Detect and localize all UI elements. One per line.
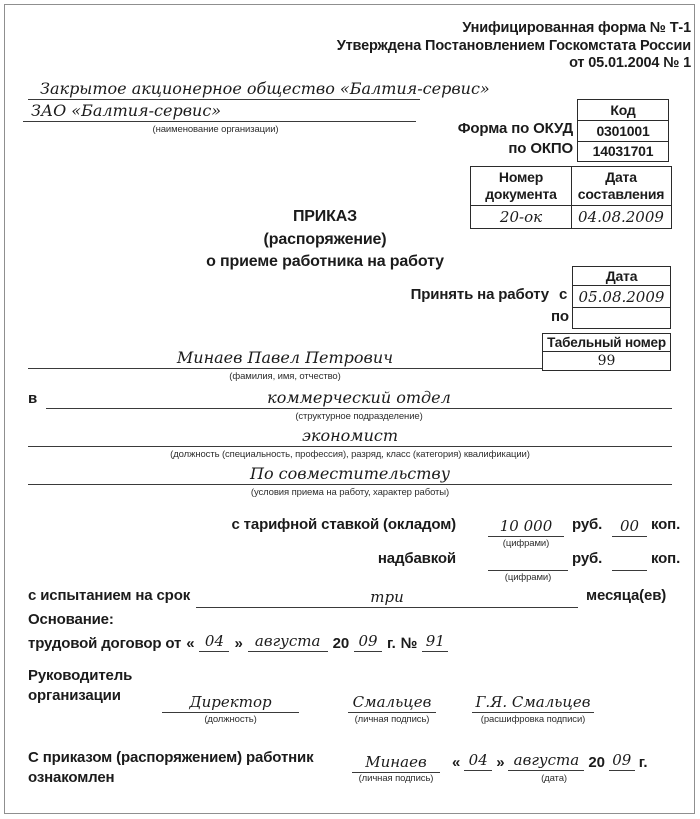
personnel-number-value-cell: 99 <box>543 351 670 370</box>
salary-kop-label: коп. <box>651 516 681 533</box>
ack-quote-open: « <box>452 754 461 771</box>
hire-date-table <box>572 266 671 329</box>
ack-year-suffix: г. <box>638 754 648 771</box>
basis-label: Основание: <box>28 611 114 628</box>
doc-number-header-cell: Номер документа <box>485 169 557 202</box>
organization-name-caption: (наименование организации) <box>152 124 279 135</box>
salary-bonus-digits-caption: (цифрами) <box>504 572 552 583</box>
code-table <box>577 99 669 162</box>
salary-rub-label: руб. <box>572 516 603 533</box>
ack-quote-close: » <box>496 754 505 771</box>
form-approval-header <box>337 20 691 73</box>
head-label-line1: Руководитель <box>28 667 133 684</box>
order-title: ПРИКАЗ <box>292 208 358 225</box>
okpo-label: по ОКПО <box>508 140 573 157</box>
contract-number-field: 91 <box>422 632 448 652</box>
head-name-field: Г.Я. Смальцев <box>472 691 594 713</box>
approval-note: Утверждена Постановлением Госкомстата России <box>336 37 691 54</box>
personnel-number-table <box>542 333 671 371</box>
doc-number-value-cell: 20-ок <box>499 208 543 226</box>
ack-signature-field: Минаев <box>352 751 440 773</box>
head-position-caption: (должность) <box>204 714 257 725</box>
conditions-caption: (условия приема на работу, характер работы) <box>250 487 450 498</box>
salary-bonus-kop-label: коп. <box>651 550 681 567</box>
okpo-value-cell: 14031701 <box>578 141 668 161</box>
salary-bonus-field <box>488 548 568 571</box>
position-field: экономист <box>28 426 672 447</box>
contract-century: 20 <box>332 635 350 652</box>
salary-bonus-label: надбавкой <box>377 550 456 567</box>
order-subject: о приеме работника на работу <box>206 253 444 270</box>
contract-year-field: 09 <box>354 632 382 652</box>
department-caption: (структурное подразделение) <box>295 411 423 422</box>
head-label-line2: организации <box>28 687 121 704</box>
organization-short-name-field: ЗАО «Балтия-сервис» <box>23 101 416 122</box>
approval-date: от 05.01.2004 № 1 <box>569 55 691 71</box>
quote-close: » <box>234 635 243 652</box>
position-caption: (должность (специальность, профессия), разряд, класс (категория) квалификации) <box>170 449 530 460</box>
contract-label: трудовой договор от <box>28 635 182 652</box>
basis-contract-row <box>28 630 448 652</box>
ack-century: 20 <box>588 754 605 771</box>
salary-bonus-kopeck-field <box>612 548 647 571</box>
doc-date-value-cell: 04.08.2009 <box>571 206 671 228</box>
ack-label-line2: ознакомлен <box>28 769 115 786</box>
conditions-field: По совместительству <box>28 464 672 485</box>
salary-digits-caption: (цифрами) <box>502 538 550 549</box>
employee-name-field: Минаев Павел Петрович <box>28 348 542 369</box>
hire-label: Принять на работу <box>410 286 549 303</box>
organization-full-name-field: Закрытое акционерное общество «Балтия-сервис» <box>28 79 420 100</box>
salary-rate-kopeck-field: 00 <box>612 514 647 537</box>
hire-date-header-cell: Дата <box>605 267 638 284</box>
ack-day-field: 04 <box>464 751 492 771</box>
head-name-caption: (расшифровка подписи) <box>480 714 586 725</box>
employee-name-caption: (фамилия, имя, отчество) <box>229 371 341 382</box>
head-position-field: Директор <box>162 691 299 713</box>
unified-form-number: Унифицированная форма № Т-1 <box>462 20 691 36</box>
ack-label-line1: С приказом (распоряжением) работник <box>28 749 314 766</box>
order-title-block <box>0 206 650 274</box>
salary-rate-label: с тарифной ставкой (окладом) <box>231 516 456 533</box>
okud-label: Форма по ОКУД <box>457 120 573 137</box>
ack-month-field: августа <box>508 751 584 771</box>
ack-date-caption: (дата) <box>541 773 567 784</box>
order-subtitle: (распоряжение) <box>263 230 387 248</box>
ack-signature-caption: (личная подпись) <box>358 773 434 784</box>
salary-rate-field: 10 000 <box>488 514 564 537</box>
contract-month-field: августа <box>248 632 328 652</box>
ack-year-field: 09 <box>609 751 635 771</box>
doc-date-header-cell: Дата составления <box>571 167 671 205</box>
hire-to-label: по <box>551 308 569 325</box>
contract-number-sign: № <box>400 635 418 652</box>
personnel-number-header-cell: Табельный номер <box>547 335 666 350</box>
okud-value-cell: 0301001 <box>578 120 668 141</box>
hire-from-label: с <box>559 286 568 303</box>
department-in-label: в <box>28 390 38 407</box>
probation-label: с испытанием на срок <box>28 587 191 604</box>
ack-date-row <box>452 749 647 771</box>
contract-day-field: 04 <box>199 632 229 652</box>
probation-suffix: месяца(ев) <box>586 587 667 604</box>
probation-field: три <box>196 585 578 608</box>
hire-from-value-cell: 05.08.2009 <box>573 285 670 307</box>
department-field: коммерческий отдел <box>46 388 672 409</box>
quote-open: « <box>186 635 195 652</box>
hire-to-value-cell <box>573 307 670 328</box>
head-signature-field: Смальцев <box>348 691 436 713</box>
salary-bonus-rub-label: руб. <box>572 550 603 567</box>
contract-year-suffix: г. <box>387 635 396 652</box>
head-signature-caption: (личная подпись) <box>354 714 430 725</box>
code-header-cell: Код <box>610 101 636 118</box>
